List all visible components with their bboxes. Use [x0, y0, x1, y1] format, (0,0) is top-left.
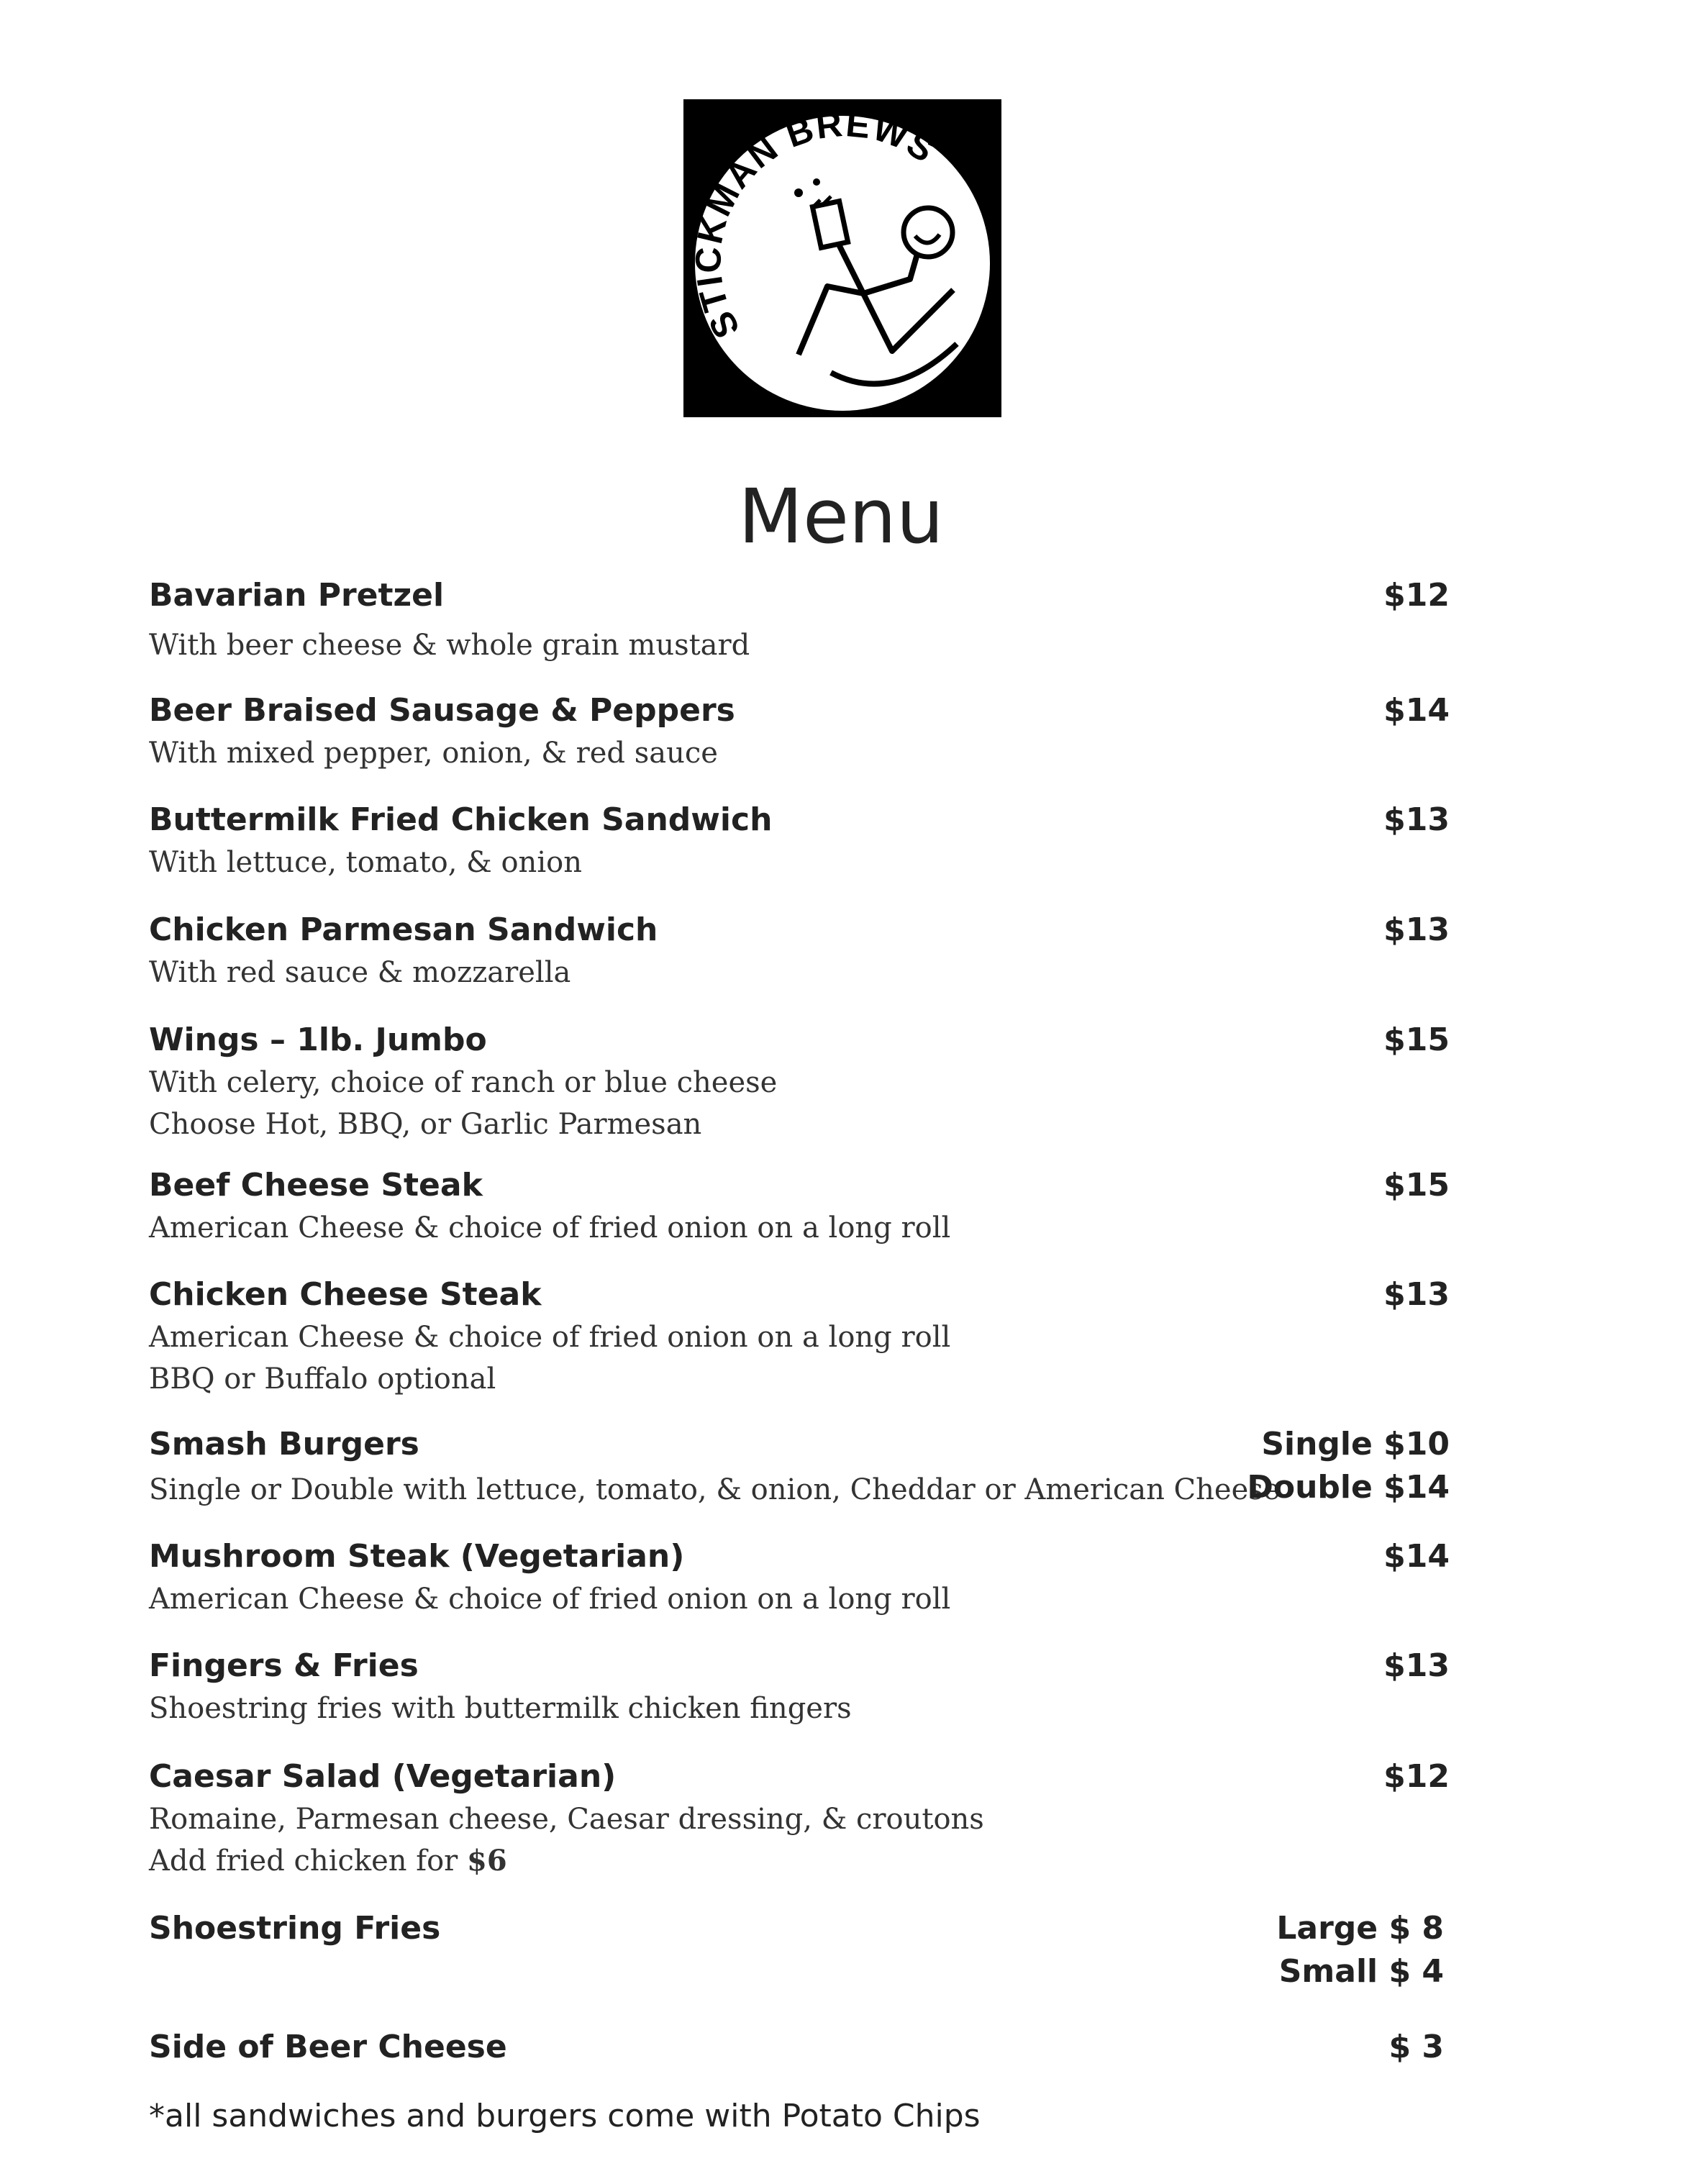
price-double: Double $14 — [1247, 1469, 1450, 1506]
footnote: *all sandwiches and burgers come with Potato Chips — [149, 2098, 981, 2134]
menu-item — [149, 1755, 1450, 1882]
stickman-icon — [683, 99, 1001, 417]
item-name: Buttermilk Fried Chicken Sandwich — [149, 801, 773, 838]
item-price: $13 — [1383, 1647, 1450, 1684]
item-addon — [149, 1840, 1450, 1882]
item-description: With beer cheese & whole grain mustard — [149, 629, 750, 662]
menu-item — [149, 909, 1450, 993]
item-price: $12 — [1383, 577, 1450, 614]
item-name: Chicken Parmesan Sandwich — [149, 911, 658, 948]
item-name: Mushroom Steak (Vegetarian) — [149, 1538, 685, 1575]
item-description: With celery, choice of ranch or blue cheese — [149, 1066, 778, 1099]
item-description: Romaine, Parmesan cheese, Caesar dressing, & croutons — [149, 1803, 984, 1836]
menu-item — [149, 2026, 1450, 2069]
menu-item — [149, 1535, 1450, 1620]
item-price: $15 — [1383, 1167, 1450, 1204]
item-name: Beef Cheese Steak — [149, 1167, 483, 1204]
item-name: Bavarian Pretzel — [149, 577, 445, 614]
item-price: $ 3 — [1388, 2029, 1444, 2065]
item-description: Shoestring fries with buttermilk chicken fingers — [149, 1692, 852, 1725]
price-small: Small $ 4 — [1278, 1953, 1444, 1990]
item-name: Fingers & Fries — [149, 1647, 419, 1684]
item-price: $14 — [1383, 692, 1450, 729]
menu-item — [149, 798, 1450, 883]
item-name: Shoestring Fries — [149, 1910, 441, 1947]
item-price: $13 — [1383, 1276, 1450, 1313]
page-title: Menu — [738, 473, 944, 560]
item-price: $13 — [1383, 801, 1450, 838]
item-name: Side of Beer Cheese — [149, 2029, 507, 2065]
menu-item — [149, 1164, 1450, 1249]
item-description: American Cheese & choice of fried onion on a long roll — [149, 1321, 951, 1354]
item-description: With red sauce & mozzarella — [149, 956, 571, 989]
item-price — [1247, 1423, 1450, 1509]
menu-item — [149, 1019, 1450, 1145]
item-price: $14 — [1383, 1538, 1450, 1575]
item-name: Wings – 1lb. Jumbo — [149, 1022, 487, 1058]
menu-item — [149, 689, 1450, 774]
menu-item — [149, 1644, 1450, 1729]
menu-item — [149, 1907, 1450, 1990]
item-name: Caesar Salad (Vegetarian) — [149, 1758, 617, 1795]
item-description: American Cheese & choice of fried onion on a long roll — [149, 1211, 951, 1245]
item-description: Single or Double with lettuce, tomato, & onion, Cheddar or American Cheese — [149, 1473, 1281, 1506]
item-description: BBQ or Buffalo optional — [149, 1362, 496, 1396]
addon-price: $6 — [467, 1844, 507, 1878]
item-price: $15 — [1383, 1022, 1450, 1058]
item-description: With lettuce, tomato, & onion — [149, 846, 582, 879]
addon-text: Add fried chicken for — [149, 1844, 458, 1878]
item-description: With mixed pepper, onion, & red sauce — [149, 737, 718, 770]
item-price: $12 — [1383, 1758, 1450, 1795]
menu-item — [149, 1273, 1450, 1400]
item-price — [1276, 1907, 1444, 1993]
item-name: Beer Braised Sausage & Peppers — [149, 692, 735, 729]
item-name: Chicken Cheese Steak — [149, 1276, 542, 1313]
item-name: Smash Burgers — [149, 1426, 419, 1462]
item-price: $13 — [1383, 911, 1450, 948]
menu-item — [149, 1423, 1450, 1511]
price-single: Single $10 — [1261, 1426, 1450, 1462]
price-large: Large $ 8 — [1276, 1910, 1444, 1947]
stickman-brews-logo — [683, 99, 1001, 417]
item-description: Choose Hot, BBQ, or Garlic Parmesan — [149, 1108, 702, 1141]
item-description: American Cheese & choice of fried onion on a long roll — [149, 1583, 951, 1616]
svg-text:STICKMAN BREWS: STICKMAN BREWS — [688, 103, 943, 345]
menu-item — [149, 574, 1450, 666]
